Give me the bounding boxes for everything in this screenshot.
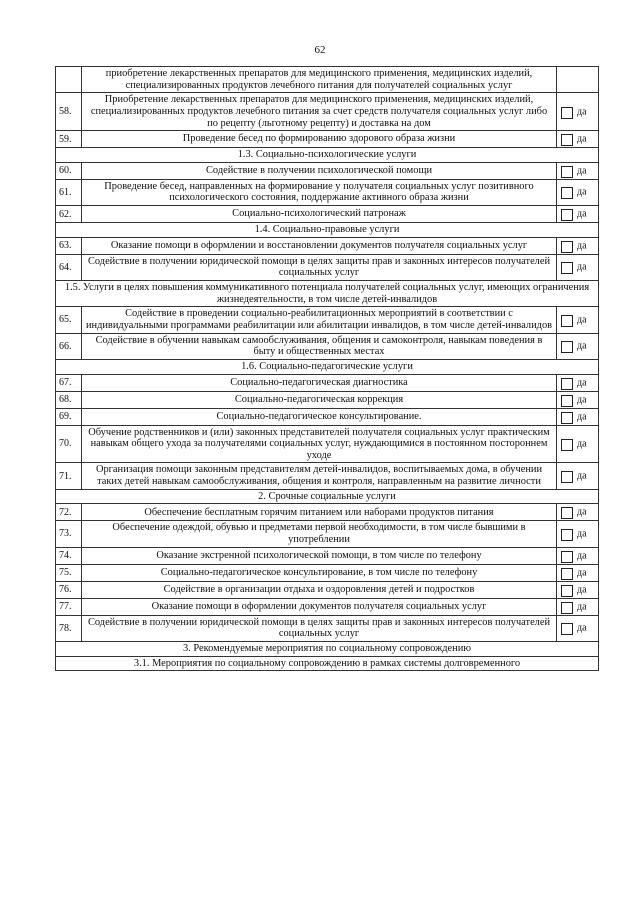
section-header-row [56,281,599,307]
service-description: Содействие в проведении социально-реабилитационных мероприятий в соответствии с индивидуальными программами реабилитации или абилитации инвалидов, в том числе детей-инвалидов [82,307,557,333]
option-label: да [577,208,587,220]
checkbox[interactable] [561,529,573,541]
row-number: 60. [56,162,82,179]
service-row [56,206,599,223]
checkbox[interactable] [561,439,573,451]
service-row [56,374,599,391]
section-title: 1.4. Социально-правовые услуги [56,223,599,238]
option-cell [557,67,599,93]
checkbox[interactable] [561,262,573,274]
row-number: 65. [56,307,82,333]
option-cell [557,179,599,205]
option-label: да [577,165,587,177]
option-cell [557,547,599,564]
service-description: Проведение бесед по формированию здорового образа жизни [82,131,557,148]
row-number: 59. [56,131,82,148]
option-cell [557,254,599,280]
service-row [56,162,599,179]
option-label: да [577,133,587,145]
service-description: Социально-педагогическое консультирование, в том числе по телефону [82,564,557,581]
checkbox[interactable] [561,412,573,424]
service-row [56,307,599,333]
option-label: да [577,314,587,326]
checkbox[interactable] [561,378,573,390]
checkbox[interactable] [561,187,573,199]
section-header-row [56,223,599,238]
option-label: да [577,601,587,613]
option-label: да [577,584,587,596]
service-description: Оказание экстренной психологической помощи, в том числе по телефону [82,547,557,564]
service-description: Социально-психологический патронаж [82,206,557,223]
service-row [56,547,599,564]
option-label: да [577,393,587,405]
option-label: да [577,528,587,540]
service-row [56,581,599,598]
checkbox[interactable] [561,602,573,614]
option-label: да [577,438,587,450]
section-header-row [56,641,599,656]
service-row [56,254,599,280]
service-row [56,615,599,641]
checkbox[interactable] [561,507,573,519]
section-title: 3.1. Мероприятия по социальному сопровождению в рамках системы долговременного [56,656,599,671]
option-cell [557,162,599,179]
row-number: 58. [56,93,82,131]
service-description: Оказание помощи в оформлении документов получателя социальных услуг [82,598,557,615]
checkbox[interactable] [561,395,573,407]
service-row [56,391,599,408]
row-number: 74. [56,547,82,564]
service-row [56,408,599,425]
row-number [56,67,82,93]
checkbox[interactable] [561,585,573,597]
service-row [56,504,599,521]
section-title: 3. Рекомендуемые мероприятия по социальному сопровождению [56,641,599,656]
section-header-row [56,656,599,671]
option-label: да [577,261,587,273]
row-number: 77. [56,598,82,615]
service-description: Обучение родственников и (или) законных представителей получателя социальных услуг практическим навыкам общего ухода за получателями социальных услуг, нуждающимися в постоянном постороннем уходе [82,425,557,463]
service-row [56,131,599,148]
row-number: 66. [56,333,82,359]
page-number: 62 [314,44,326,56]
checkbox[interactable] [561,315,573,327]
option-cell [557,504,599,521]
option-cell [557,598,599,615]
service-description: Социально-педагогическая коррекция [82,391,557,408]
row-number: 67. [56,374,82,391]
checkbox[interactable] [561,209,573,221]
service-description: Содействие в обучении навыкам самообслуживания, общения и самоконтроля, навыкам поведения в быту и общественных местах [82,333,557,359]
checkbox[interactable] [561,623,573,635]
service-description: Обеспечение одеждой, обувью и предметами первой необходимости, в том числе бывшими в употреблении [82,521,557,547]
service-description: Социально-педагогическая диагностика [82,374,557,391]
checkbox[interactable] [561,241,573,253]
option-label: да [577,567,587,579]
service-row [56,67,599,93]
service-row [56,598,599,615]
checkbox[interactable] [561,107,573,119]
option-cell [557,521,599,547]
service-row [56,463,599,489]
section-header-row [56,148,599,163]
checkbox[interactable] [561,134,573,146]
section-title: 1.3. Социально-психологические услуги [56,148,599,163]
option-cell [557,425,599,463]
option-label: да [577,376,587,388]
option-cell [557,581,599,598]
option-cell [557,391,599,408]
checkbox[interactable] [561,341,573,353]
checkbox[interactable] [561,166,573,178]
section-title: 2. Срочные социальные услуги [56,489,599,504]
checkbox[interactable] [561,551,573,563]
row-number: 78. [56,615,82,641]
option-label: да [577,470,587,482]
row-number: 64. [56,254,82,280]
row-number: 71. [56,463,82,489]
row-number: 61. [56,179,82,205]
service-description: Организация помощи законным представителям детей-инвалидов, воспитываемых дома, в обучении таких детей навыкам самообслуживания, общения и контроля, направленным на развитие личности [82,463,557,489]
row-number: 69. [56,408,82,425]
service-row [56,237,599,254]
option-label: да [577,186,587,198]
option-label: да [577,622,587,634]
service-row [56,93,599,131]
option-cell [557,374,599,391]
service-description: Содействие в получении психологической помощи [82,162,557,179]
row-number: 62. [56,206,82,223]
service-row [56,333,599,359]
service-description: Проведение бесед, направленных на формирование у получателя социальных услуг позитивного психологического состояния, поддержание активного образа жизни [82,179,557,205]
service-description: Содействие в получении юридической помощи в целях защиты прав и законных интересов получателей социальных услуг [82,615,557,641]
option-cell [557,206,599,223]
section-title: 1.5. Услуги в целях повышения коммуникативного потенциала получателей социальных услуг, имеющих ограничения жизнедеятельности, в том числе детей-инвалидов [56,281,599,307]
service-row [56,425,599,463]
service-description: Социально-педагогическое консультирование. [82,408,557,425]
service-description: Оказание помощи в оформлении и восстановлении документов получателя социальных услуг [82,237,557,254]
checkbox[interactable] [561,568,573,580]
option-cell [557,615,599,641]
row-number: 70. [56,425,82,463]
service-description: Обеспечение бесплатным горячим питанием или наборами продуктов питания [82,504,557,521]
service-row [56,179,599,205]
option-cell [557,463,599,489]
service-description: приобретение лекарственных препаратов для медицинского применения, медицинских изделий, специализированных продуктов лечебного питания для получателей социальных услуг [82,67,557,93]
section-title: 1.6. Социально-педагогические услуги [56,359,599,374]
section-header-row [56,489,599,504]
option-label: да [577,340,587,352]
row-number: 68. [56,391,82,408]
service-description: Содействие в получении юридической помощи в целях защиты прав и законных интересов получателей социальных услуг [82,254,557,280]
option-label: да [577,106,587,118]
services-table [55,66,599,671]
option-cell [557,131,599,148]
row-number: 73. [56,521,82,547]
option-cell [557,564,599,581]
option-label: да [577,410,587,422]
row-number: 76. [56,581,82,598]
service-row [56,564,599,581]
option-label: да [577,240,587,252]
service-description: Приобретение лекарственных препаратов для медицинского применения, медицинских изделий, специализированных продуктов лечебного питания за счет средств получателя социальных услуг либо по рецепту (льготному рецепту) и доставка на дом [82,93,557,131]
option-cell [557,93,599,131]
checkbox[interactable] [561,471,573,483]
option-label: да [577,550,587,562]
service-row [56,521,599,547]
section-header-row [56,359,599,374]
service-description: Содействие в организации отдыха и оздоровления детей и подростков [82,581,557,598]
option-cell [557,237,599,254]
row-number: 72. [56,504,82,521]
option-cell [557,333,599,359]
option-label: да [577,506,587,518]
row-number: 75. [56,564,82,581]
option-cell [557,307,599,333]
row-number: 63. [56,237,82,254]
option-cell [557,408,599,425]
